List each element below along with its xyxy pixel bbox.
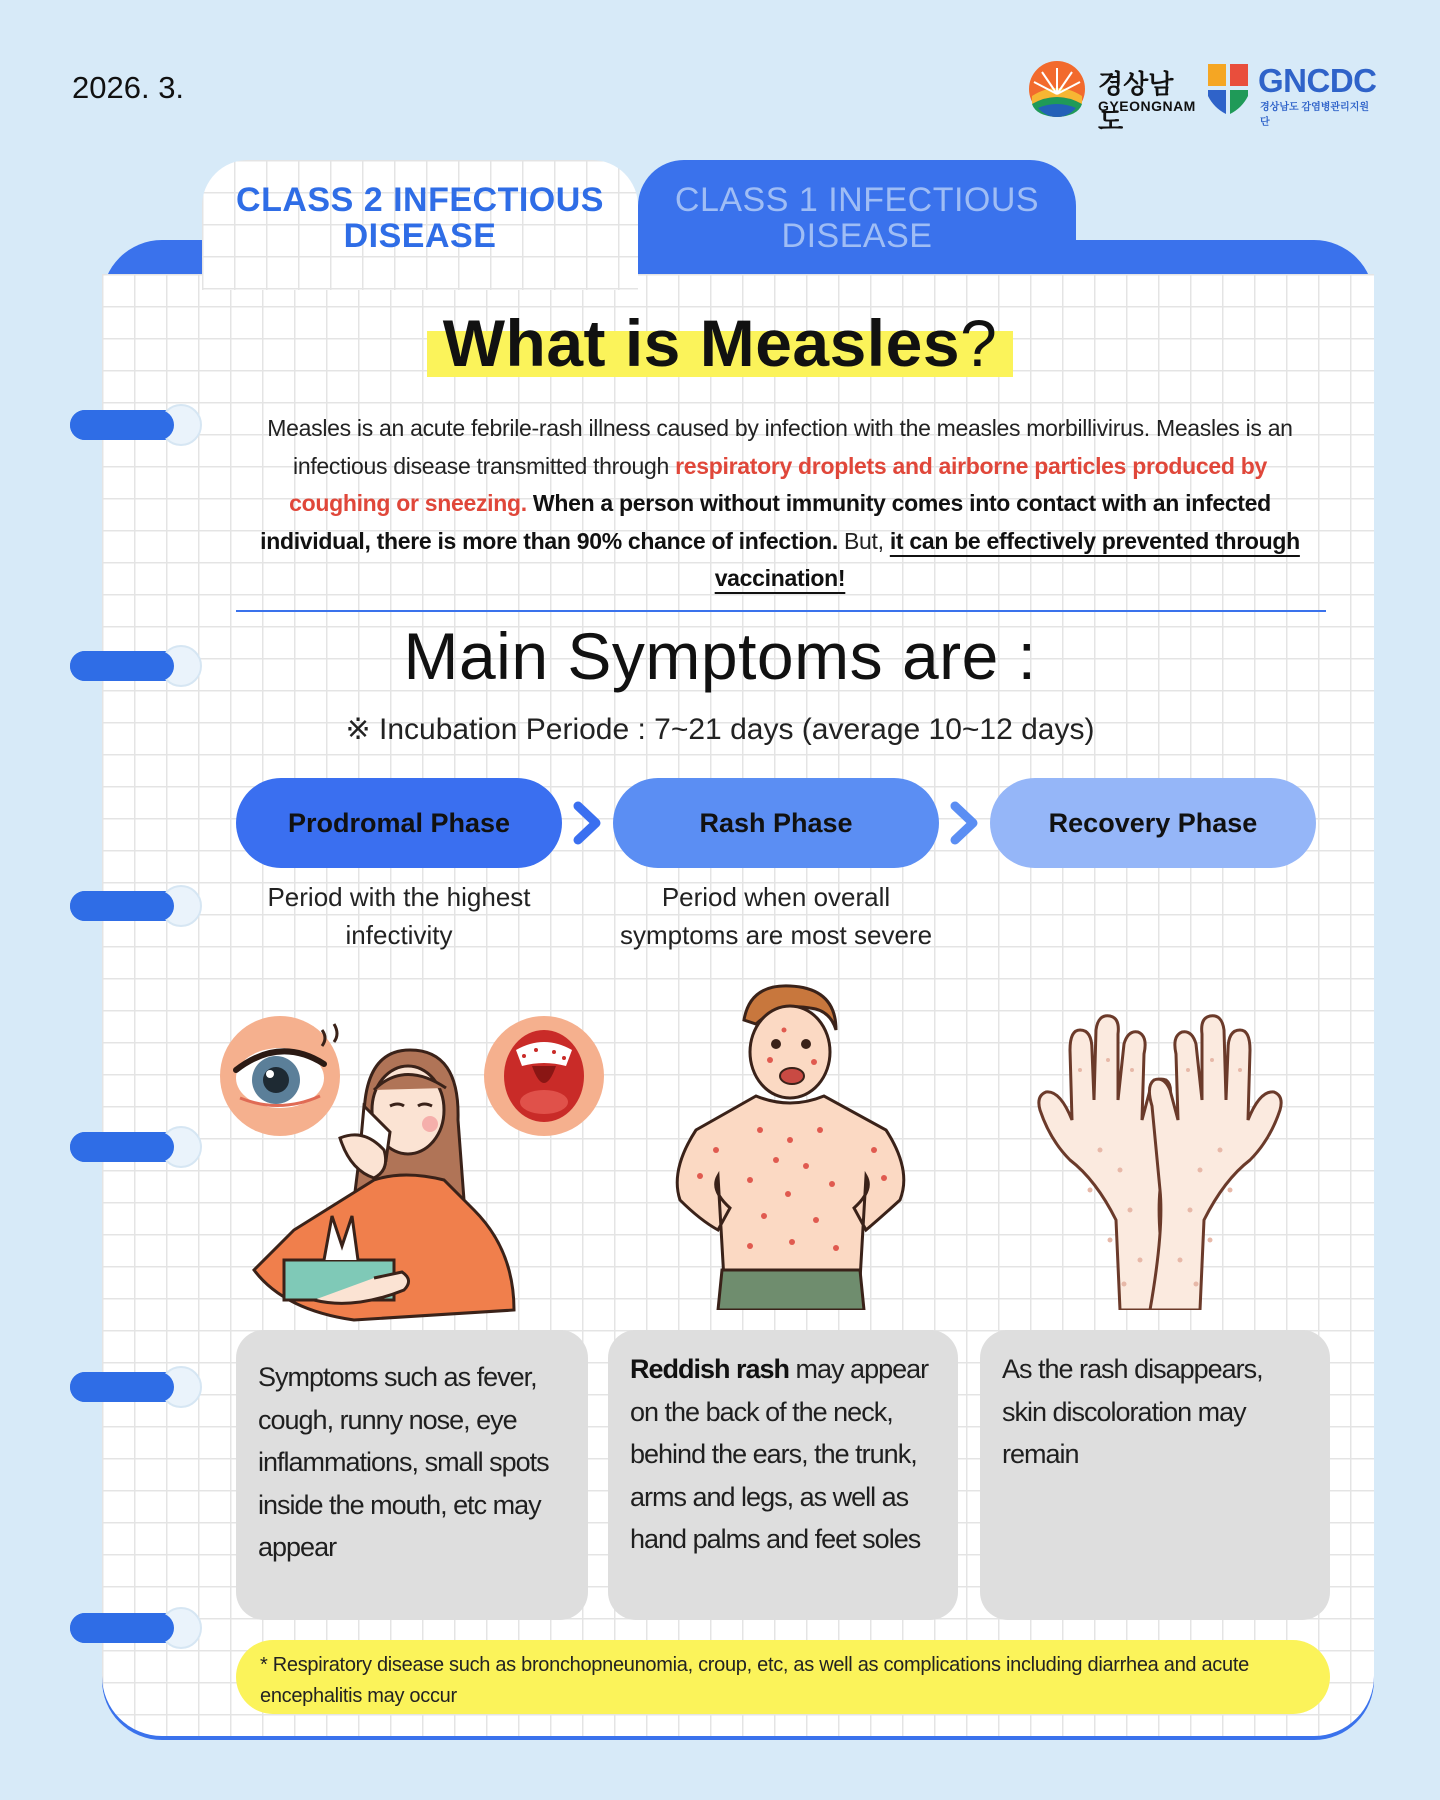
symptoms-heading: Main Symptoms are : xyxy=(403,619,1037,693)
gncdc-logo-icon xyxy=(1206,60,1250,116)
tab-class-1-line1: CLASS 1 INFECTIOUS xyxy=(674,181,1040,219)
rash-symptoms-emphasis: Reddish rash xyxy=(630,1354,790,1384)
intro-but: But, xyxy=(837,527,890,554)
tab-class-2[interactable] xyxy=(202,160,638,290)
tab-class-2-line1: CLASS 2 INFECTIOUS xyxy=(236,181,604,219)
binder-ring xyxy=(70,1366,202,1408)
page-title xyxy=(427,305,1014,381)
page-title-text: What is Measles xyxy=(442,306,961,380)
rash-symptoms-text: may appear on the back of the neck, behind the ears, the trunk, arms and legs, as well as hand palms and feet soles xyxy=(630,1354,929,1554)
gyeongnam-logo xyxy=(1028,58,1198,136)
gyeongnam-logo-korean: 경상남도 xyxy=(1098,69,1174,136)
tab-class-2-line2: DISEASE xyxy=(343,217,497,255)
binder-ring xyxy=(70,1607,202,1649)
chevron-right-icon xyxy=(947,800,983,846)
phase-recovery: Recovery Phase xyxy=(990,778,1316,868)
tab-class-1-line2: DISEASE xyxy=(781,217,933,255)
intro-paragraph xyxy=(240,410,1320,598)
binder-ring xyxy=(70,885,202,927)
rash-symptoms-box xyxy=(608,1330,958,1620)
issue-date: 2026. 3. xyxy=(72,70,185,105)
intro-text: Measles is an acute febrile-rash illness caused by infection with the measles morbillivirus. Measles is an infectious disease transmitted through xyxy=(267,415,1293,479)
intro-vaccination: it can be effectively prevented through vaccination! xyxy=(714,527,1300,591)
page-title-mark: ? xyxy=(960,306,998,380)
gncdc-logo-english: GNCDC xyxy=(1258,62,1377,99)
gncdc-logo xyxy=(1206,58,1377,128)
gyeongnam-logo-english: GYEONGNAM xyxy=(1098,98,1196,114)
throat-illustration xyxy=(484,1016,604,1136)
tab-class-1[interactable] xyxy=(638,160,1076,290)
section-divider xyxy=(236,610,1326,612)
rash-boy-illustration xyxy=(660,980,920,1310)
phase-prodromal-desc: Period with the highest infectivity xyxy=(267,882,531,950)
phase-rash-desc: Period when overall symptoms are most severe xyxy=(619,882,933,950)
intro-infection-rate: When a person without immunity comes into contact with an infected individual, there is more than 90% chance of infection. xyxy=(260,490,1271,554)
eye-illustration xyxy=(220,1016,340,1136)
gncdc-logo-korean: 경상남도 감염병관리지원단 xyxy=(1260,102,1370,128)
chevron-right-icon xyxy=(570,800,606,846)
complications-footnote: * Respiratory disease such as bronchopneunomia, croup, etc, as well as complications including diarrhea and acute encephalitis may occur xyxy=(236,1640,1330,1714)
binder-ring xyxy=(70,1126,202,1168)
prodromal-symptoms-box: Symptoms such as fever, cough, runny nose, eye inflammations, small spots inside the mouth, etc may appear xyxy=(236,1330,588,1620)
phase-rash: Rash Phase xyxy=(613,778,939,868)
binder-ring xyxy=(70,404,202,446)
rash-hands-illustration xyxy=(1000,1010,1320,1310)
phase-prodromal: Prodromal Phase xyxy=(236,778,562,868)
incubation-period: ※ Incubation Periode : 7~21 days (average 10~12 days) xyxy=(345,713,1095,746)
intro-transmission: respiratory droplets and airborne particles produced by coughing or sneezing. xyxy=(289,452,1267,516)
gyeongnam-logo-icon xyxy=(1028,60,1086,118)
recovery-symptoms-box: As the rash disappears, skin discoloration may remain xyxy=(980,1330,1330,1620)
page-title-wrap xyxy=(0,305,1440,381)
sneezing-woman-illustration xyxy=(214,1010,614,1330)
